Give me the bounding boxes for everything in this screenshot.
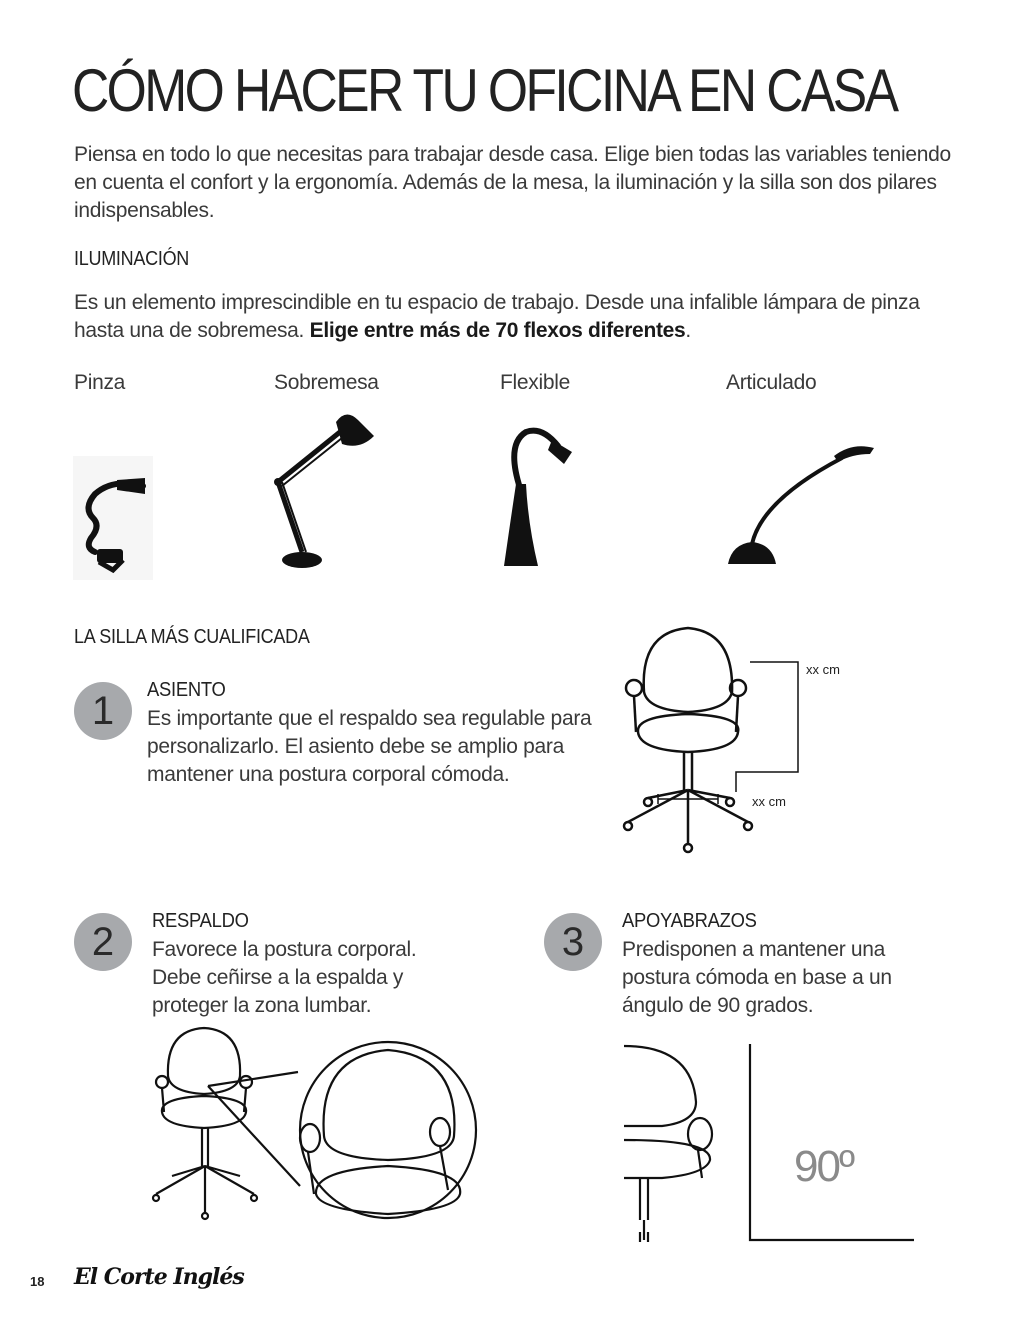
lamp-label-pinza: Pinza: [74, 371, 126, 394]
angle-label: 90º: [794, 1142, 854, 1191]
asiento-heading: ASIENTO: [147, 679, 226, 701]
chair-heading: LA SILLA MÁS CUALIFICADA: [74, 626, 310, 648]
lighting-paragraph: [74, 289, 954, 345]
lamp-label-flexible: Flexible: [500, 371, 570, 394]
intro-paragraph: Piensa en todo lo que necesitas para trabajar desde casa. Elige bien todas las variables teniendo en cuenta el confort y la ergonomía. Además de la mesa, la iluminación y la silla son dos pilares indispensables.: [74, 143, 951, 222]
lamp-label-articulado: Articulado: [726, 371, 817, 394]
respaldo-text: Favorece la postura corporal. Debe ceñirse a la espalda y proteger la zona lumbar.: [152, 938, 417, 1017]
lighting-text: Es un elemento imprescindible en tu espacio de trabajo. Desde una infalible lámpara de pinza hasta una de sobremesa.: [74, 291, 920, 342]
page-title: CÓMO HACER TU OFICINA EN CASA: [72, 57, 897, 124]
articulated-lamp-icon: [722, 440, 882, 572]
apoyabrazos-heading: APOYABRAZOS: [622, 910, 757, 932]
dimension-label-height: xx cm: [806, 662, 840, 677]
brand-logo: El Corte Inglés: [74, 1264, 244, 1290]
page-number: 18: [30, 1274, 45, 1289]
apoyabrazos-text: Predisponen a mantener una postura cómoda en base a un ángulo de 90 grados.: [622, 938, 892, 1017]
armrest-illustration: [622, 1042, 922, 1246]
clamp-lamp-icon: [73, 456, 153, 580]
chair-dimensions-illustration: [618, 622, 858, 858]
step-number-1: 1: [74, 682, 132, 740]
dimension-label-width: xx cm: [752, 794, 786, 809]
step-number-3: 3: [544, 913, 602, 971]
backrest-illustration: [148, 1026, 478, 1222]
step-number-2: 2: [74, 913, 132, 971]
lamp-label-sobremesa: Sobremesa: [274, 371, 379, 394]
desk-lamp-icon: [270, 402, 380, 572]
respaldo-heading: RESPALDO: [152, 910, 249, 932]
lighting-highlight[interactable]: Elige entre más de 70 flexos diferentes: [309, 319, 686, 342]
flexible-lamp-icon: [496, 424, 580, 570]
asiento-text: Es importante que el respaldo sea regulable para personalizarlo. El asiento debe se amplio para mantener una postura corporal cómoda.: [147, 707, 592, 786]
lighting-text-end: .: [685, 319, 691, 342]
lighting-heading: ILUMINACIÓN: [74, 248, 190, 270]
